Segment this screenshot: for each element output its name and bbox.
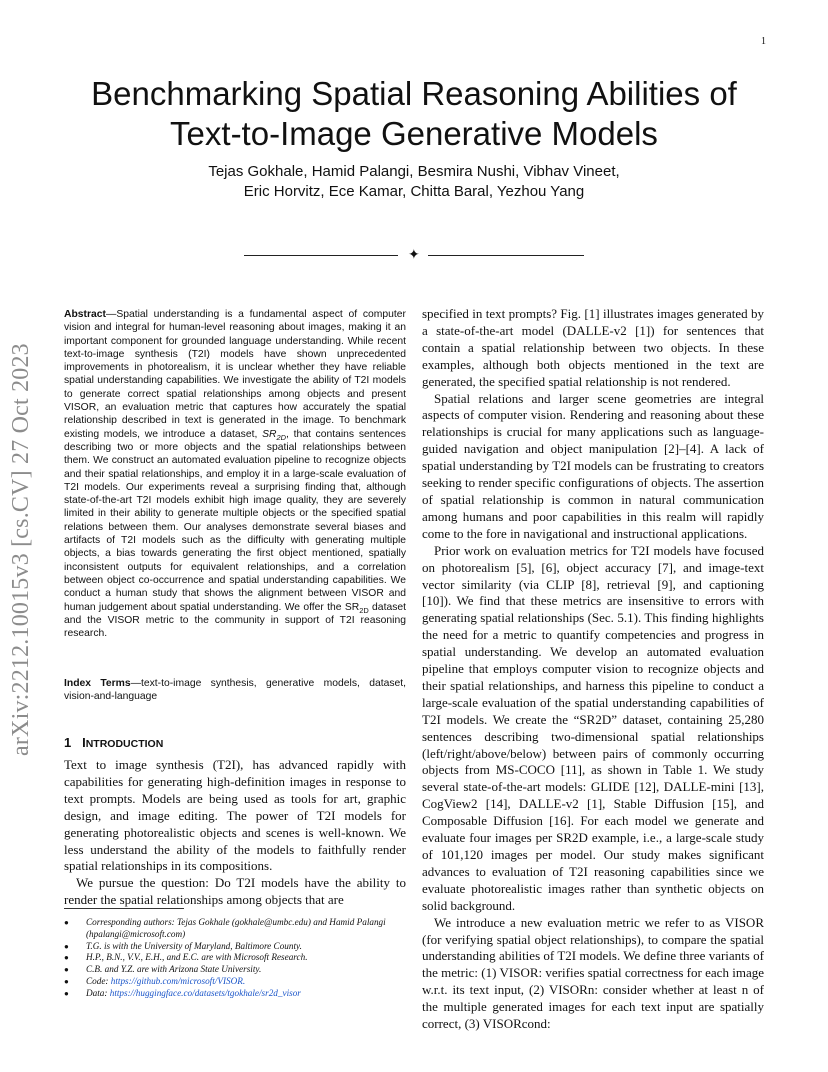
footnote-text: C.B. and Y.Z. are with Arizona State University. [86, 964, 262, 975]
col2-paragraph-2: Spatial relations and larger scene geometries are integral aspects of computer vision. Rendering and reasoning about these relationships is crucial for many applications such as language-guided navigation and object manipulation [2]–[4]. A lack of spatial understanding by T2I models can be frustrating to creators seeking to render specific configurations of objects. The assertion of spatial relationship is common in natural communication among humans and poor capabilities in this realm will rapidly come to the fore in navigational and instructional applications. [422, 390, 764, 541]
title-line-2: Text-to-Image Generative Models [170, 115, 658, 152]
intro-column-right [422, 306, 764, 1033]
section-title-initial: I [82, 735, 86, 750]
footnote-text: Corresponding authors: Tejas Gokhale (gokhale@umbc.edu) and Hamid Palangi (hpalangi@microsoft.com) [86, 917, 386, 939]
intro-paragraph-2: We pursue the question: Do T2I models have the ability to render the spatial relationships among objects that are [64, 875, 406, 908]
index-terms [64, 677, 406, 704]
footnote-text: H.P., B.N., V.V., E.H., and E.C. are with Microsoft Research. [86, 952, 308, 963]
col2-paragraph-3: Prior work on evaluation metrics for T2I models have focused on photorealism [5], [6], object accuracy [7], and image-text vector similarity (via CLIP [8], retrieval [9], and captioning [10]). We find that these metrics are insensitive to errors with generating spatial relationships (Sec. 5.1). This finding highlights the need for a metric to quantify competencies and progress in spatial understanding. We develop an automated evaluation pipeline that employs computer vision to recognize objects and their spatial relationships, and harness this pipeline to conduct a large-scale evaluation of the spatial understanding capabilities of T2I models. We create the “SR2D” dataset, containing 25,280 sentences describing two-dimensional spatial relationships (left/right/above/below) between pairs of commonly occurring objects from MS-COCO [11], as shown in Table 1. We study several state-of-the-art models: GLIDE [12], DALLE-mini [13], CogView2 [14], DALLE-v2 [1], Stable Diffusion [15], and Composable Diffusion [16]. For each model we generate and evaluate four images per SR2D example, i.e., a large-scale study of 101,120 images per model. Our study makes significant advances to evaluation of T2I reasoning capabilities since we evaluate photorealistic images rather than synthetic objects on solid background. [422, 542, 764, 913]
footnote-item [64, 917, 406, 941]
bullet-icon: ● [64, 988, 69, 998]
code-link[interactable]: https://github.com/microsoft/VISOR. [110, 975, 246, 986]
section-heading [64, 735, 163, 750]
authors-line-2: Eric Horvitz, Ece Kamar, Chitta Baral, Yezhou Yang [243, 183, 585, 200]
intro-column-left [64, 757, 406, 909]
dataset-name-2: SR [344, 601, 360, 613]
dataset-subscript: 2D [276, 432, 286, 442]
authors-line-1: Tejas Gokhale, Hamid Palangi, Besmira Nushi, Vibhav Vineet, [208, 163, 620, 180]
index-terms-label: Index Terms [64, 678, 131, 689]
diamond-icon: ✦ [408, 248, 420, 263]
bullet-icon: ● [64, 941, 69, 951]
intro-paragraph-1: Text to image synthesis (T2I), has advanced rapidly with capabilities for generating high-definition images in response to text prompts. Models are being used as tools for art, graphic design, and image editing. The power of T2I models for generating photorealistic objects and scenes is well-known. We less understand the ability of the models to faithfully render spatial relationships in its compositions. [64, 757, 406, 874]
bullet-icon: ● [64, 965, 69, 975]
footnote-item [64, 952, 406, 964]
footnote-item [64, 964, 406, 976]
footnote-rule [64, 908, 184, 909]
col2-paragraph-1: specified in text prompts? Fig. [1] illustrates images generated by a state-of-the-art model (DALLE-v2 [1]) for sentences that contain a spatial relationship between two objects. In these examples, although both objects mentioned in the text are generated, the specified spatial relationship is not rendered. [422, 306, 764, 389]
abstract-text-3: dataset and the VISOR metric to the community in support of T2I reasoning research. [64, 601, 406, 640]
dataset-subscript-2: 2D [359, 605, 369, 615]
index-terms-text: —text-to-image synthesis, generative models, dataset, vision-and-language [64, 678, 406, 703]
title-line-1: Benchmarking Spatial Reasoning Abilities of [91, 75, 737, 112]
abstract-text-1: —Spatial understanding is a fundamental aspect of computer vision and integral for human-level reasoning about images, making it an important component for grounded language understanding. While recent text-to-image synthesis (T2I) models have shown unprecedented improvements in photorealism, it is unclear whether they have reliable spatial understanding capabilities. We investigate the ability of T2I models to generate correct spatial relationships among objects and present VISOR, an evaluation metric that captures how accurately the spatial relationship described in text is generated in the image. To benchmark existing models, we introduce a dataset, [64, 309, 406, 440]
ornament-rule-left [244, 255, 398, 256]
footnote-text: T.G. is with the University of Maryland, Baltimore County. [86, 940, 302, 951]
section-number: 1 [64, 735, 72, 750]
abstract-text-2: , that contains sentences describing two or more objects and the spatial relationships between them. We construct an automated evaluation pipeline to recognize objects and their spatial relationships, and employ it in a large-scale evaluation of T2I models. Our experiments reveal a surprising finding that, although state-of-the-art T2I models exhibit high image quality, they are severely limited in their ability to generate multiple objects or the specified spatial relations between them. Our analyses demonstrate several biases and artifacts of T2I models such as the difficulty with generating multiple objects, a bias towards generating the first object mentioned, spatially inconsistent outputs for equivalent relationships, and a correlation between object co-occurrence and spatial understanding capabilities. We conduct a human study that shows the alignment between VISOR and human judgement about spatial understanding. We offer the [64, 428, 406, 613]
footnote-label: Data: [86, 987, 110, 998]
footnote-item [64, 941, 406, 953]
arxiv-identifier: arXiv:2212.10015v3 [cs.CV] 27 Oct 2023 [8, 343, 34, 756]
paper-title [0, 74, 828, 154]
page-number: 1 [761, 36, 766, 47]
bullet-icon: ● [64, 976, 69, 986]
footnote-item [64, 988, 406, 1000]
ornament-rule-right [428, 255, 584, 256]
dataset-name: SR [262, 428, 277, 440]
author-list [0, 162, 828, 202]
bullet-icon: ● [64, 918, 69, 927]
data-link[interactable]: https://huggingface.co/datasets/tgokhale/sr2d_visor [109, 987, 301, 998]
abstract [64, 308, 406, 640]
title-ornament [0, 246, 828, 266]
footnote-item [64, 976, 406, 988]
bullet-icon: ● [64, 953, 69, 963]
footnotes [64, 917, 406, 1000]
footnote-label: Code: [86, 975, 111, 986]
abstract-label: Abstract [64, 309, 106, 320]
section-title-rest: NTRODUCTION [85, 738, 164, 750]
col2-paragraph-4: We introduce a new evaluation metric we refer to as VISOR (for verifying spatial object relationships), to compare the spatial understanding abilities of T2I models. We define three variants of the metric: (1) VISOR: verifies spatial correctness for each image w.r.t. its text input, (2) VISORn: consider whether at least n of the multiple generated images for each text input are spatially correct, (3) VISORcond: [422, 914, 764, 1032]
